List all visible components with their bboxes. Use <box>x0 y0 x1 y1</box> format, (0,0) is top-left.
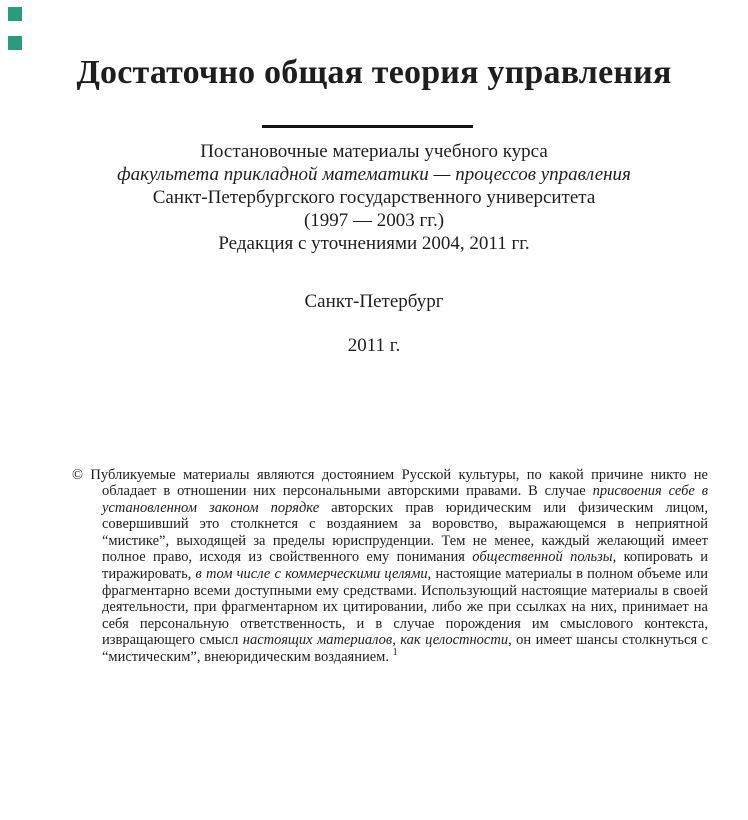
subtitle-block <box>0 140 748 255</box>
footnote-ref-superscript: 1 <box>392 647 398 659</box>
subtitle-line: (1997 — 2003 гг.) <box>303 210 445 231</box>
corner-marker-square-1 <box>8 7 22 21</box>
subtitle-line: факультета прикладной математики — процессов управления <box>117 164 631 185</box>
page-title: Достаточно общая теория управления <box>76 54 672 91</box>
copyright-text-segment: , настоящие материалы в полном объеме или фрагментарно всеми доступными ему средствами. Использующий настоящие материалы в своей деятельности, при фрагментарном их цитировании, либо же при ссылках на них, принимает на себя персональную ответственность, и в случае порождения им смыслового контекста, извращающего смысл <box>102 566 708 649</box>
imprint-city: Санкт-Петербург <box>304 291 444 312</box>
subtitle-line: Санкт-Петербургского государственного университета <box>152 187 596 208</box>
subtitle-line: Постановочные материалы учебного курса <box>200 141 548 162</box>
copyright-text-segment: в том числе с коммерческими целями <box>195 566 428 583</box>
copyright-text-segment: общественной пользы <box>472 549 613 566</box>
copyright-notice <box>72 467 708 666</box>
copyright-text-segment: настоящих материалов, как целостности <box>242 632 509 649</box>
copyright-text-segment: , копировать и тиражировать, <box>102 549 708 583</box>
title-divider-rule <box>262 125 473 128</box>
subtitle-line: Редакция с уточнениями 2004, 2011 гг. <box>218 233 530 254</box>
corner-marker-square-2 <box>8 36 22 50</box>
copyright-text-segment: © Публикуемые материалы являются достоянием Русской культуры, по какой причине никто не обладает в отношении них персональными авторскими правами. В случае <box>72 466 708 500</box>
copyright-text-segment: авторских прав юридическим или физическим лицом, совершивший это столкнется с воздаянием за воровство, выражающемся в неприятной “мистике”, выходящей за пределы юриспруденции. Тем не менее, каждый желающий имеет полное право, исходя из свойственного ему понимания <box>102 499 708 566</box>
copyright-text-segment: присвоения себе в установленном законом порядке <box>102 483 709 516</box>
copyright-text-segment: , он имеет шансы столкнуться с “мистическим”, внеюридическим воздаянием. <box>102 632 708 666</box>
imprint-year: 2011 г. <box>347 335 401 356</box>
